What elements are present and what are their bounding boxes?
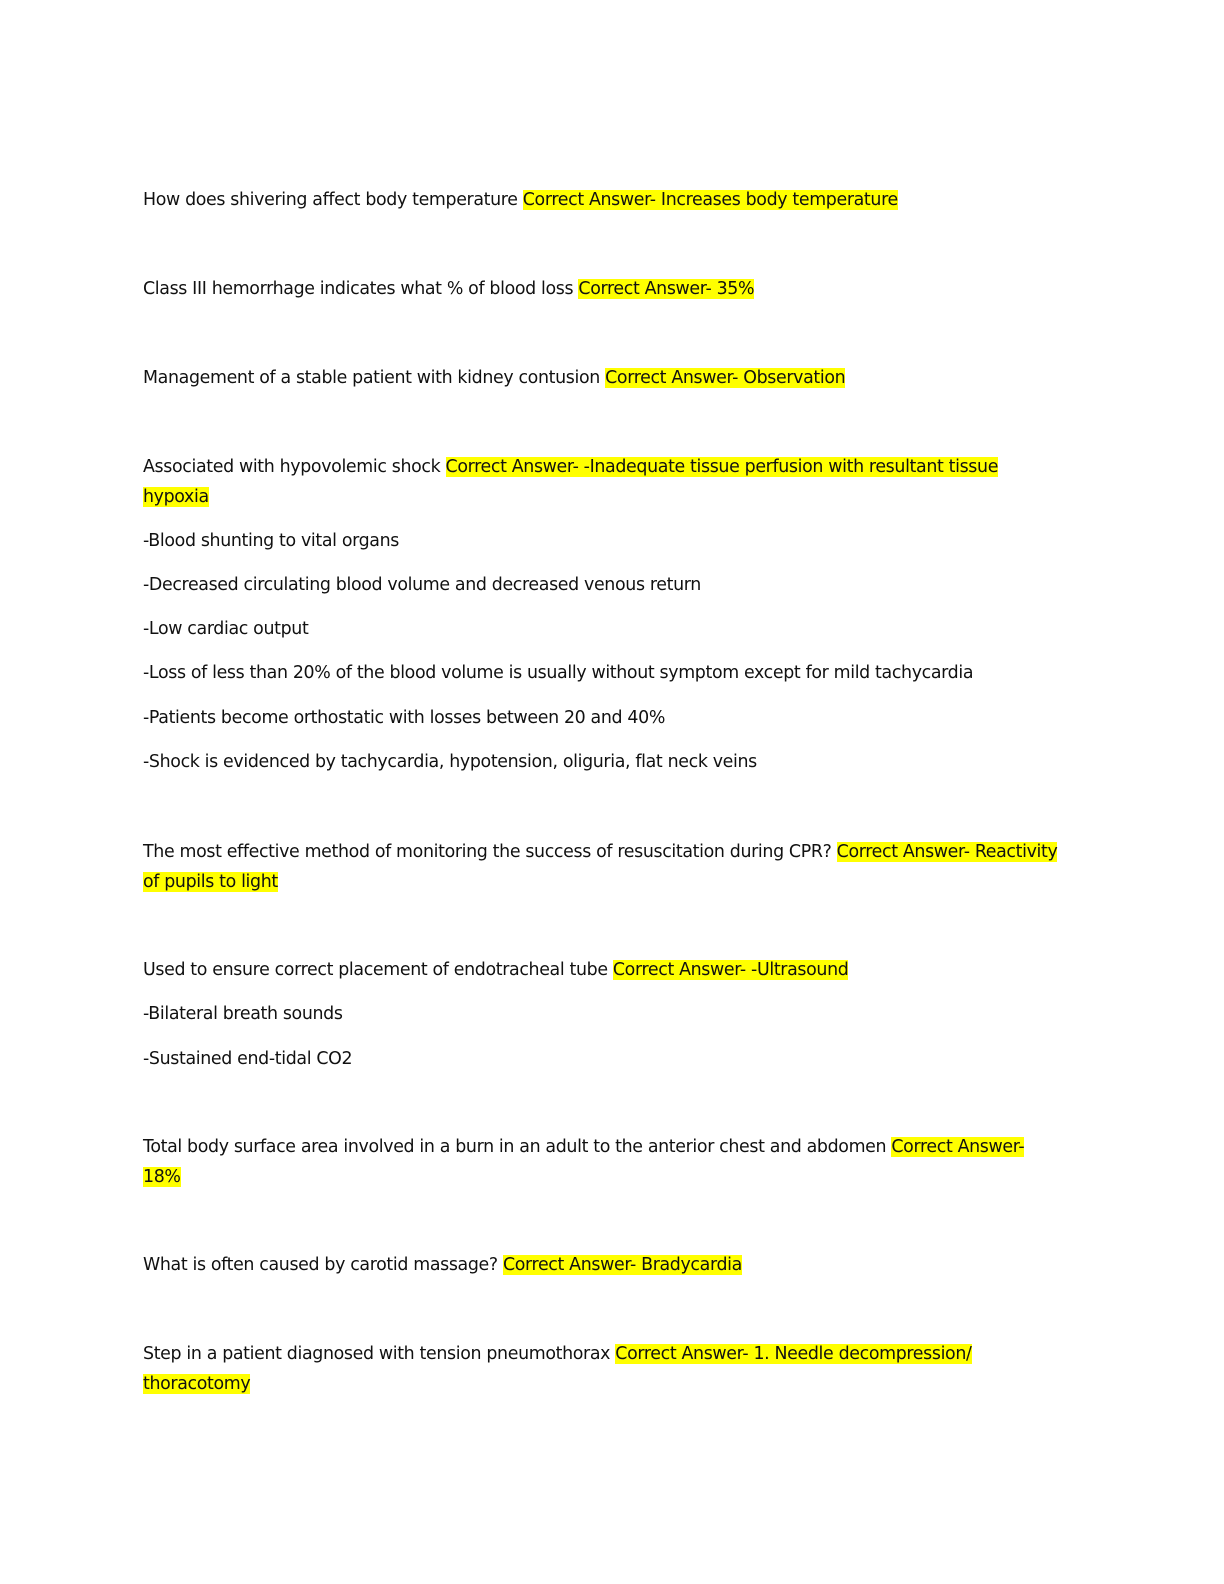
question-text: Used to ensure correct placement of endotracheal tube: [143, 960, 608, 980]
qa-item: [143, 364, 1063, 394]
qa-item: [143, 1251, 1063, 1281]
answer-highlight: Correct Answer- Observation: [605, 368, 846, 388]
question-text: Class III hemorrhage indicates what % of blood loss: [143, 279, 574, 299]
answer-highlight: Correct Answer- 1. Needle decompression/ thoracotomy: [143, 1344, 972, 1394]
answer-highlight: Correct Answer- 35%: [578, 279, 755, 299]
answer-highlight: Correct Answer- -Ultrasound: [612, 960, 849, 980]
answer-detail-line: -Bilateral breath sounds: [143, 1004, 343, 1024]
answer-detail-line: -Blood shunting to vital organs: [143, 531, 399, 551]
answer-detail-line: -Low cardiac output: [143, 619, 309, 639]
answer-detail-line: -Shock is evidenced by tachycardia, hypotension, oliguria, flat neck veins: [143, 752, 757, 772]
question-text: What is often caused by carotid massage?: [143, 1255, 498, 1275]
answer-highlight: Correct Answer- Increases body temperature: [522, 190, 898, 210]
qa-item: [143, 838, 1063, 897]
qa-item: [143, 453, 1063, 512]
qa-item: [143, 956, 1063, 986]
question-text: Management of a stable patient with kidney contusion: [143, 368, 600, 388]
answer-highlight: Correct Answer- Reactivity of pupils to light: [143, 842, 1058, 892]
answer-highlight: Correct Answer- -Inadequate tissue perfusion with resultant tissue hypoxia: [143, 457, 999, 507]
qa-item: [143, 1133, 1063, 1192]
qa-item: [143, 1340, 1063, 1399]
qa-item: [143, 275, 1063, 305]
question-text: Total body surface area involved in a burn in an adult to the anterior chest and abdomen: [143, 1137, 887, 1157]
question-text: How does shivering affect body temperature: [143, 190, 518, 210]
answer-highlight: Correct Answer- Bradycardia: [502, 1255, 742, 1275]
answer-detail-line: -Patients become orthostatic with losses between 20 and 40%: [143, 708, 666, 728]
qa-item: [143, 186, 1063, 216]
answer-detail-line: -Sustained end-tidal CO2: [143, 1049, 353, 1069]
answer-detail-line: -Decreased circulating blood volume and decreased venous return: [143, 575, 701, 595]
answer-highlight: Correct Answer- 18%: [143, 1137, 1025, 1187]
question-text: Associated with hypovolemic shock: [143, 457, 441, 477]
question-text: The most effective method of monitoring the success of resuscitation during CPR?: [143, 842, 832, 862]
question-text: Step in a patient diagnosed with tension pneumothorax: [143, 1344, 611, 1364]
answer-detail-line: -Loss of less than 20% of the blood volume is usually without symptom except for mild tachycardia: [143, 663, 974, 683]
